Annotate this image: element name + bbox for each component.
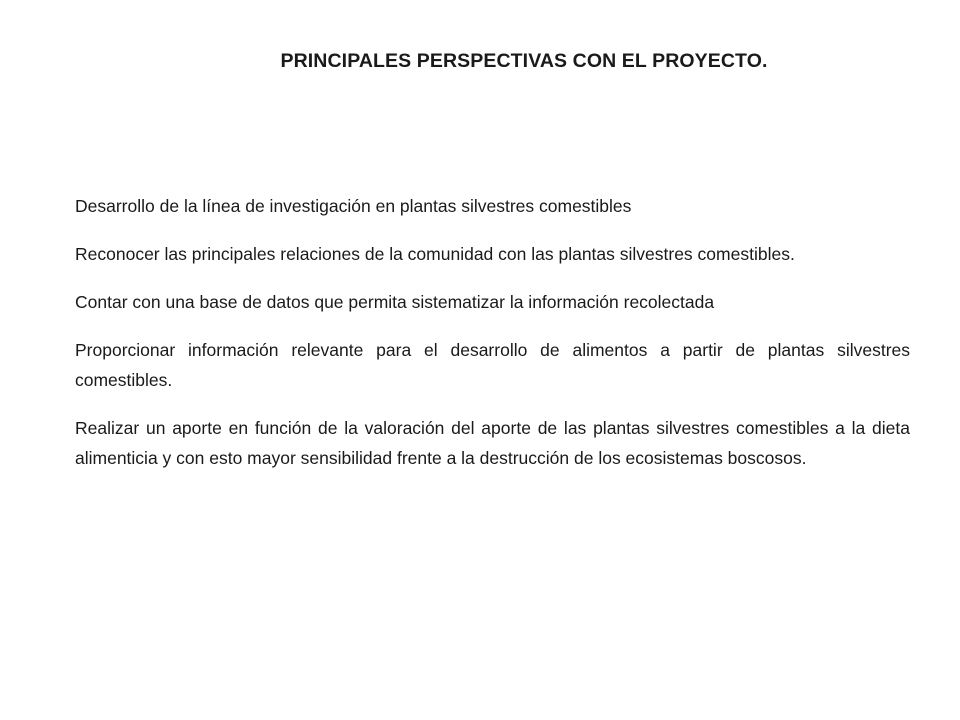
slide-title: PRINCIPALES PERSPECTIVAS CON EL PROYECTO.	[280, 50, 768, 72]
slide-content	[75, 191, 910, 491]
paragraph-database: Contar con una base de datos que permita sistematizar la información recolectada	[75, 292, 715, 312]
paragraph-research-line: Desarrollo de la línea de investigación en plantas silvestres comestibles	[75, 196, 632, 216]
paragraph-food-development: Proporcionar información relevante para el desarrollo de alimentos a partir de plantas silvestres comestibles.	[75, 340, 910, 390]
paragraph-community-relations: Reconocer las principales relaciones de la comunidad con las plantas silvestres comestibles.	[75, 244, 795, 264]
paragraph-contribution: Realizar un aporte en función de la valoración del aporte de las plantas silvestres comestibles a la dieta alimenticia y con esto mayor sensibilidad frente a la destrucción de los ecosistemas boscosos.	[75, 418, 910, 468]
